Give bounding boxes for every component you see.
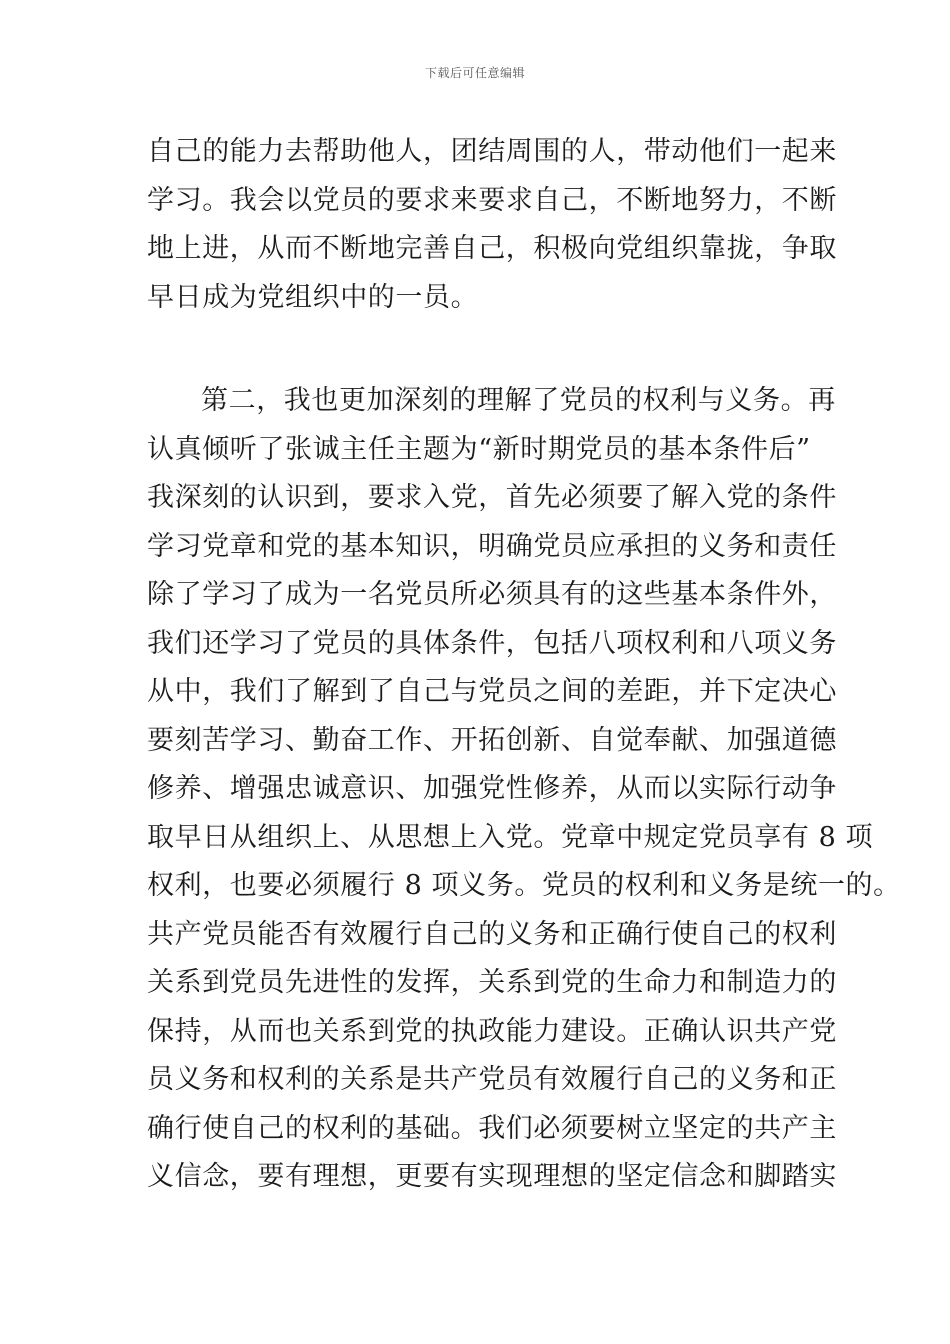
text-line: 地上进，从而不断地完善自己，积极向党组织靠拢，争取 xyxy=(147,233,837,264)
text-line: 要刻苦学习、勤奋工作、开拓创新、自觉奉献、加强道德 xyxy=(147,724,837,756)
text-line: 除了学习了成为一名党员所必须具有的这些基本条件外， xyxy=(147,579,837,610)
text-line: 第二，我也更加深刻的理解了党员的权利与义务。再 xyxy=(201,385,836,416)
text-line: 关系到党员先进性的发挥，关系到党的生命力和制造力的 xyxy=(147,967,837,998)
text-line: 共产党员能否有效履行自己的义务和正确行使自己的权利 xyxy=(147,918,837,950)
text-line: 学习党章和党的基本知识，明确党员应承担的义务和责任 xyxy=(147,530,837,562)
text-line: 权利，也要必须履行 8 项义务。党员的权利和义务是统一的。 xyxy=(147,870,901,901)
text-line: 义信念，要有理想，更要有实现理想的坚定信念和脚踏实 xyxy=(147,1161,837,1192)
text-line: 保持，从而也关系到党的执政能力建设。正确认识共产党 xyxy=(147,1015,837,1047)
text-line: 认真倾听了张诚主任主题为“新时期党员的基本条件后” xyxy=(147,433,811,465)
text-line: 我深刻的认识到，要求入党，首先必须要了解入党的条件 xyxy=(147,482,837,513)
text-line: 取早日从组织上、从思想上入党。党章中规定党员享有 8 项 xyxy=(147,821,874,853)
page-header: 下载后可任意编辑 xyxy=(424,66,525,80)
text-line: 从中，我们了解到了自己与党员之间的差距，并下定决心 xyxy=(147,676,837,707)
text-line: 确行使自己的权利的基础。我们必须要树立坚定的共产主 xyxy=(147,1112,837,1144)
text-line: 学习。我会以党员的要求来要求自己，不断地努力，不断 xyxy=(147,184,837,216)
paragraph-2 xyxy=(147,377,901,1202)
text-line: 员义务和权利的关系是共产党员有效履行自己的义务和正 xyxy=(147,1064,837,1095)
text-line: 修养、增强忠诚意识、加强党性修养，从而以实际行动争 xyxy=(147,773,837,804)
text-line: 早日成为党组织中的一员。 xyxy=(147,281,479,313)
text-line: 我们还学习了党员的具体条件，包括八项权利和八项义务 xyxy=(147,627,837,659)
text-line: 自己的能力去帮助他人，团结周围的人，带动他们一起来 xyxy=(147,136,837,167)
paragraph-1 xyxy=(147,128,837,322)
